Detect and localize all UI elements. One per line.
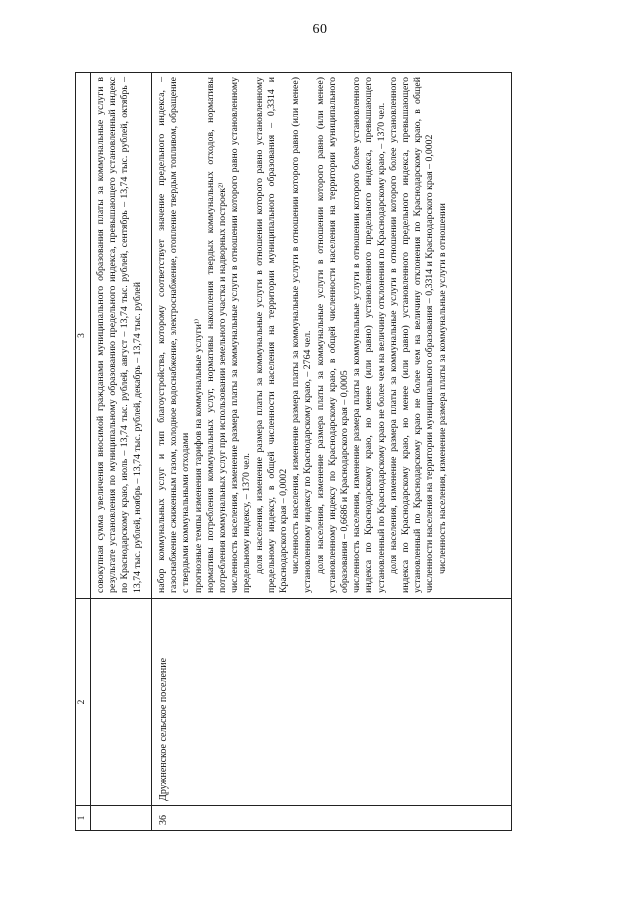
summary-empty-cell-2 [91, 599, 152, 806]
paragraph-share-below-regional: доля населения, изменение размера платы за коммунальные услуги в отношении которого равно (или менее) установленному индексу по Краснодарскому краю, в общей численности населения на территории муниципального образования – 0,6686 и Краснодарского края – 0,0005 [314, 77, 351, 593]
table-row [152, 73, 512, 831]
data-table [75, 72, 512, 831]
paragraph-share-between: доля населения, изменение размера платы за коммунальные услуги в отношении которого более установленного индекса по Краснодарскому краю, но менее (или равно) установленного предельного индекса, превышающего установленный по Краснодарскому краю не более чем на величину отклонения по Краснодарскому краю, в общей численности населения на территории муниципального образования – 0,3314 и Краснодарского края – 0,0002 [387, 77, 436, 593]
row-details-cell [152, 73, 512, 599]
header-col-2: 2 [76, 599, 91, 806]
paragraph-population-equal-limit: численность населения, изменение размера платы за коммунальные услуги в отношении которого равно установленному предельному индексу, – 1370 чел. [229, 77, 253, 593]
settlement-name: Дружненское сельское поселение [152, 599, 512, 806]
paragraph-population-between: численность населения, изменение размера платы за коммунальные услуги в отношении которого более установленного индекса по Краснодарскому краю, но менее (или равно) установленного предельного индекса, превышающего установленный по Краснодарскому краю не более чем на величину отклонения по Краснодарскому краю, – 1370 чел. [351, 77, 387, 593]
paragraph-population-below-regional: численность населения, изменение размера платы за коммунальные услуги в отношении которого равно (или менее) установленному индексу по Краснодарскому краю, – 2764 чел. [290, 77, 314, 593]
summary-text: совокупная сумма увеличения вносимой гражданами муниципального образования платы за коммунальные услуги в результате установления по муниципальному образованию предельного индекса, превышающего установленный индекс по Краснодарскому краю, июль – 13,74 тыс. рублей, август – 13,74 тыс. рублей, сентябрь – 13,74 тыс. рублей, октябрь – 13,74 тыс. рублей, ноябрь – 13,74 тыс. рублей, декабрь – 13,74 тыс. рублей [95, 77, 143, 593]
header-col-3: 3 [76, 73, 91, 599]
paragraph-population-continued: численность населения, изменение размера платы за коммунальные услуги в отношении [436, 203, 448, 574]
paragraph-share-equal-limit: доля населения, изменение размера платы за коммунальные услуги в отношении которого равно установленному предельному индексу, в общей численности населения на территории муниципального образования – 0,3314 и Краснодарского края – 0,0002 [253, 77, 290, 593]
paragraph-services-set: набор коммунальных услуг и тип благоустройства, которому соответствует значение предельного индекса, – газоснабжение сжиженным газом, холодное водоснабжение, электроснабжение, отопление твердым топливом, обращение с твердыми коммунальными отходами [156, 77, 192, 593]
row-number: 36 [152, 806, 512, 831]
table-header-row [76, 73, 91, 831]
summary-cell [91, 73, 152, 599]
paragraph-tariff-rates: прогнозные темпы изменения тарифов на коммунальные услуги¹⁾ [192, 318, 204, 593]
header-col-1: 1 [76, 806, 91, 831]
summary-row [91, 73, 152, 831]
paragraph-norms: нормативы потребления коммунальных услуг, нормативы накопления твердых коммунальных отходов, нормативы потребления коммунальных услуг при использовании земельного участка и надворных построек²⁾ [204, 77, 229, 593]
summary-empty-cell-1 [91, 806, 152, 831]
rotated-table-container [75, 73, 512, 831]
page-number: 60 [312, 22, 328, 37]
